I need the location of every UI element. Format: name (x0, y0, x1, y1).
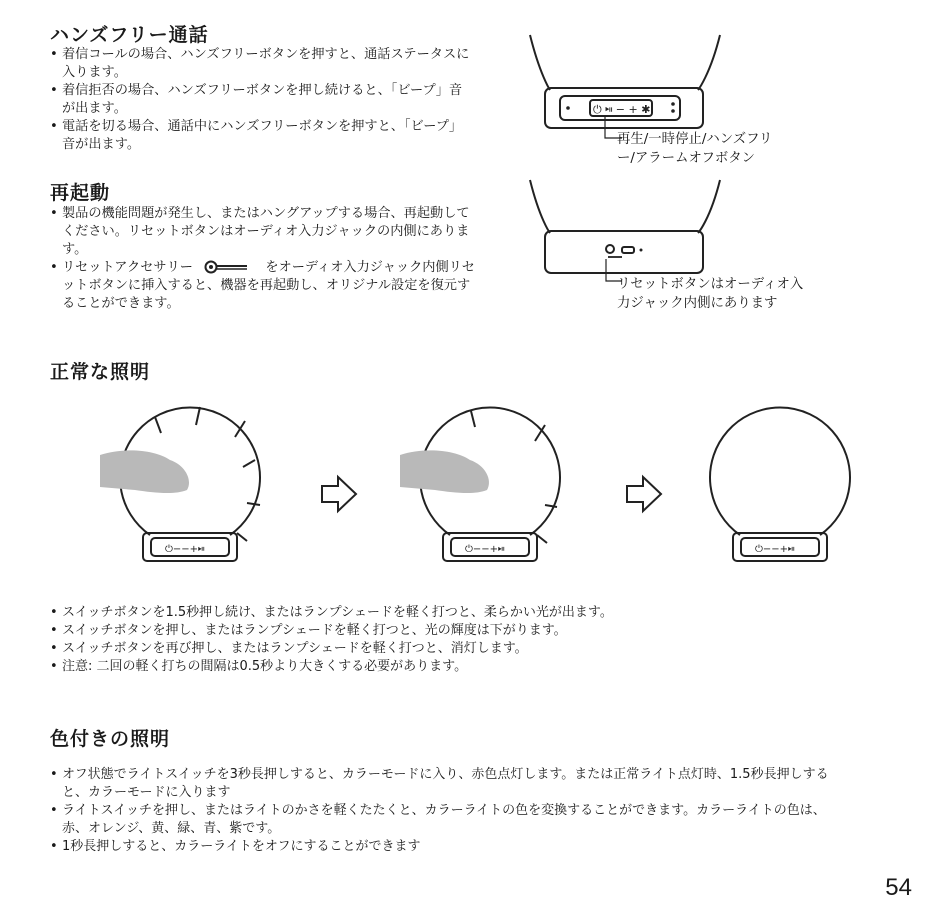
svg-text:⏻−−+⏯: ⏻−−+⏯ (755, 544, 795, 555)
list-item (50, 259, 475, 313)
reset-accessory-text: リセットアクセサリー (62, 260, 193, 275)
reset-caption: リセットボタンはオーディオ入力ジャック内側にあります (617, 277, 804, 311)
color-lighting-heading: 色付きの照明 (50, 728, 171, 750)
list-item: • 着信コールの場合、ハンズフリーボタンを押すと、通話ステータスに入ります。 (50, 46, 475, 82)
buttons-caption: 再生/一時停止/ハンズフリー/アラームオフボタン (617, 132, 773, 166)
list-item: • スイッチボタンを再び押し、またはランプシェードを軽く打つと、消灯します。 (50, 640, 930, 658)
svg-text:⏻ ⏯ − + ✱: ⏻ ⏯ − + ✱ (593, 103, 651, 116)
list-item: • 1秒長押しすると、カラーライトをオフにすることができます (50, 838, 850, 856)
reset-pin-icon (203, 260, 255, 274)
normal-lighting-list (50, 604, 930, 676)
lamp-dim-figure (395, 405, 595, 585)
handsfree-list (50, 46, 475, 154)
color-lighting-list (50, 766, 850, 856)
list-item: • 電話を切る場合、通話中にハンズフリーボタンを押すと、「ビープ」音が出ます。 (50, 118, 475, 154)
list-item: • スイッチボタンを1.5秒押し続け、またはランプシェードを軽く打つと、柔らかい光が出ます。 (50, 604, 930, 622)
list-item: • 製品の機能問題が発生し、またはハングアップする場合、再起動してください。リセットボタンはオーディオ入力ジャックの内側にあります。 (50, 205, 475, 259)
lamp-bright-figure (95, 405, 295, 585)
restart-heading: 再起動 (50, 182, 111, 204)
normal-lighting-heading: 正常な照明 (50, 361, 151, 383)
svg-text:⏻−−+⏯: ⏻−−+⏯ (165, 544, 205, 555)
lamp-off-figure (685, 405, 885, 585)
list-item: • 注意: 二回の軽く打ちの間隔は0.5秒より大きくする必要があります。 (50, 658, 930, 676)
svg-text:⏻−−+⏯: ⏻−−+⏯ (465, 544, 505, 555)
handsfree-heading: ハンズフリー通話 (50, 24, 209, 46)
reset-instruction-text: をオーディオ入力ジャック内側リセットボタンに挿入すると、機器を再起動し、オリジナル設定を復元することができます。 (62, 260, 475, 311)
arrow-right-icon (320, 474, 360, 514)
list-item: • 着信拒否の場合、ハンズフリーボタンを押し続けると、「ビープ」音が出ます。 (50, 82, 475, 118)
page-number: 54 (885, 874, 912, 901)
list-item: • オフ状態でライトスイッチを3秒長押しすると、カラーモードに入り、赤色点灯します。または正常ライト点灯時、1.5秒長押しすると、カラーモードに入ります (50, 766, 850, 802)
restart-list (50, 205, 475, 313)
arrow-right-icon (625, 474, 665, 514)
list-item: • スイッチボタンを押し、またはランプシェードを軽く打つと、光の輝度は下がります。 (50, 622, 930, 640)
list-item: • ライトスイッチを押し、またはライトのかさを軽くたたくと、カラーライトの色を変換することができます。カラーライトの色は、赤、オレンジ、黄、緑、青、紫です。 (50, 802, 850, 838)
